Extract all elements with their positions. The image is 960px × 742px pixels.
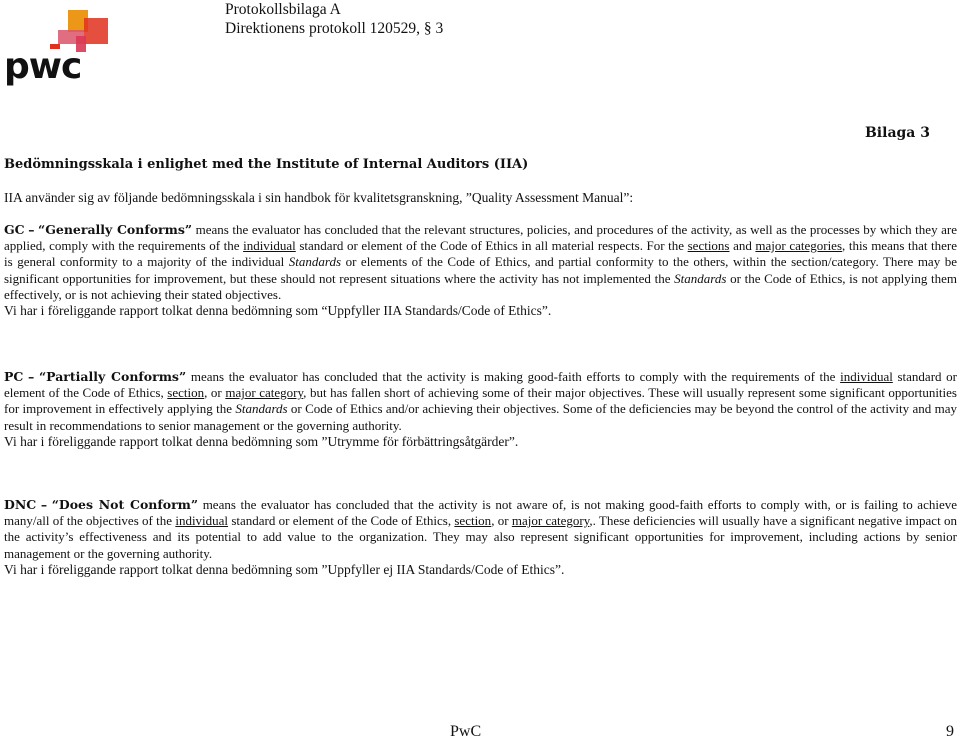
gc-text-1: means the evaluator has concluded that the relevant structures, policies, and procedures of the activity, as well as the processes by which they are applied, comply with the requirements of the [4, 222, 957, 254]
pc-text-1: means the evaluator has concluded that the activity is making good-faith efforts to comply with the requirements of the [186, 369, 841, 384]
gc-dash: – [28, 222, 35, 237]
gc-text-6: or the Code of Ethics, is not applying them effectively, or is not achieving their stated objectives. [4, 270, 957, 302]
pwc-logo [6, 8, 116, 90]
gc-underlined-individual: individual [243, 238, 296, 254]
pc-italic-standards: Standards [235, 401, 288, 417]
gc-conclusion: Vi har i föreliggande rapport tolkat denna bedömning som “Uppfyller IIA Standards/Code of Ethics”. [4, 303, 552, 319]
pc-text-5: or Code of Ethics and/or achieving their objectives. Some of the deficiencies may be beyond the control of the activity and may result in recommendations to senior management or the governing authority. [4, 401, 957, 433]
pc-text-4: , but has fallen short of achieving some of their major objectives. These will usually represent some significant opportunities for improvement in effectively applying the [4, 385, 957, 417]
gc-text-3: and [729, 238, 756, 254]
dnc-code: DNC [4, 497, 37, 512]
dnc-text-3: , or [491, 513, 512, 529]
header-appendix-line: Protokollsbilaga A [225, 1, 341, 18]
pc-underlined-major-category: major category [225, 385, 304, 401]
pc-term: “Partially Conforms” [38, 369, 187, 384]
page-title: Bedömningsskala i enlighet med the Institute of Internal Auditors (IIA) [4, 157, 529, 172]
gc-code: GC [4, 222, 25, 237]
header-protocol-line: Direktionens protokoll 120529, § 3 [225, 20, 444, 37]
dnc-dash: – [40, 497, 48, 512]
gc-underlined-major-categories: major categories [755, 238, 843, 254]
dnc-underlined-major-category: major category [511, 513, 590, 529]
gc-text-5: or elements of the Code of Ethics, and partial conformity to the others, within the section/category. There may be significant opportunities for improvement, but these should not represent situations where the activity has not implemented the [4, 254, 958, 286]
pc-text-3: , or [204, 385, 226, 401]
gc-term: “Generally Conforms” [38, 222, 193, 237]
page-number: 9 [946, 723, 954, 740]
dnc-definition [4, 497, 957, 578]
dnc-underlined-individual: individual [175, 513, 229, 529]
gc-text-4: , this means that there is general conformity to a majority of the individual [4, 238, 958, 270]
logo-wordmark: pwc [4, 46, 82, 87]
pc-underlined-individual: individual [840, 369, 893, 384]
gc-text-2: standard or element of the Code of Ethics in all material respects. For the [295, 238, 688, 254]
dnc-underlined-section: section [454, 513, 492, 529]
pc-code: PC [4, 369, 24, 384]
dnc-text-1: means the evaluator has concluded that the activity is not aware of, is not making good-faith efforts to comply with, or is failing to achieve many/all of the objectives of the [4, 497, 957, 529]
pc-conclusion: Vi har i föreliggande rapport tolkat denna bedömning som ”Utrymme för förbättringsåtgärder”. [4, 433, 519, 449]
gc-italic-standards: Standards [288, 254, 342, 270]
dnc-text-4: ,. These deficiencies will usually have a significant negative impact on the activity’s effectiveness and its potential to add value to the organization. They may also represent significant opportunities for improvement, including actions by senior management or the governing authority. [4, 513, 957, 561]
appendix-label: Bilaga 3 [864, 125, 930, 141]
pc-underlined-section: section [167, 385, 205, 401]
gc-definition [4, 222, 957, 319]
pc-dash: – [28, 369, 35, 384]
dnc-conclusion: Vi har i föreliggande rapport tolkat denna bedömning som ”Uppfyller ej IIA Standards/Code of Ethics”. [4, 561, 565, 577]
dnc-text-2: standard or element of the Code of Ethics, [228, 513, 455, 529]
pc-definition [4, 369, 957, 450]
gc-italic-standards-2: Standards [674, 270, 727, 286]
footer-brand: PwC [450, 723, 482, 740]
gc-underlined-sections: sections [687, 238, 730, 254]
dnc-term: “Does Not Conform” [51, 497, 199, 512]
pc-text-2: standard or element of the Code of Ethics, [4, 369, 958, 401]
intro-paragraph: IIA använder sig av följande bedömningsskala i sin handbok för kvalitetsgranskning, ”Quality Assessment Manual”: [4, 190, 634, 205]
